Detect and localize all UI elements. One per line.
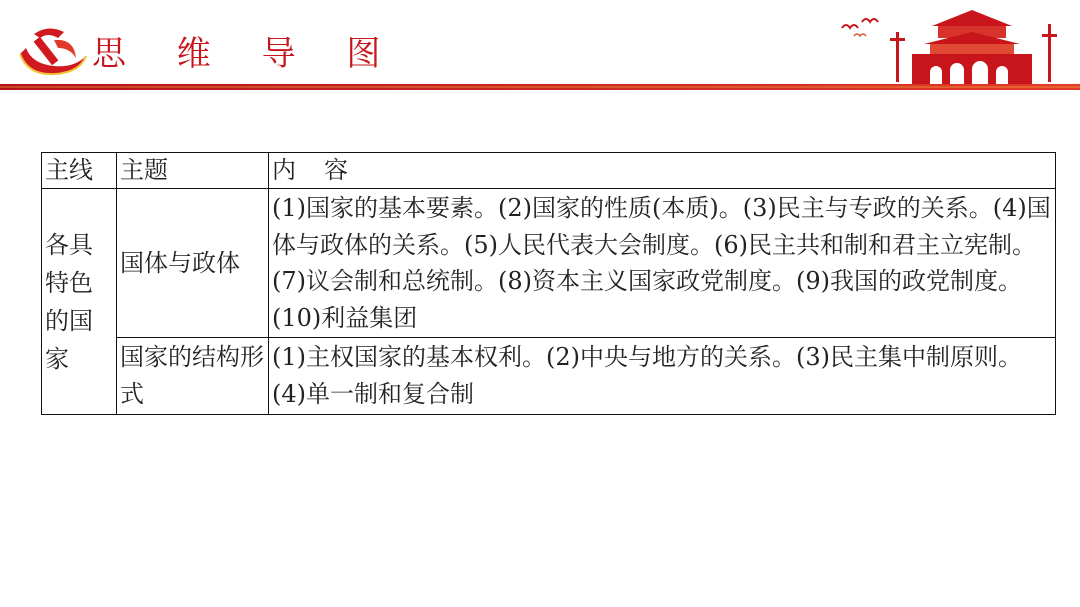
hammer-sickle-icon (14, 20, 92, 78)
tiananmen-gate-icon (872, 4, 1072, 90)
table-row (42, 338, 1056, 415)
main-line-cell: 各具特色的国家 (42, 189, 117, 415)
page-title: 思 维 导 图 (92, 34, 401, 74)
mind-map-table (41, 152, 1056, 415)
table-row (42, 189, 1056, 338)
table-header-row (42, 153, 1056, 189)
content-cell: (1)主权国家的基本权利。(2)中央与地方的关系。(3)民主集中制原则。(4)单一制和复合制 (269, 338, 1056, 415)
topic-cell: 国体与政体 (117, 189, 269, 338)
slide-header (0, 0, 1080, 92)
header-divider (0, 84, 1080, 90)
header-topic: 主题 (117, 153, 269, 189)
header-content: 内 容 (269, 153, 1056, 189)
content-cell: (1)国家的基本要素。(2)国家的性质(本质)。(3)民主与专政的关系。(4)国体与政体的关系。(5)人民代表大会制度。(6)民主共和制和君主立宪制。(7)议会制和总统制。(8)资本主义国家政党制度。(9)我国的政党制度。(10)利益集团 (269, 189, 1056, 338)
topic-cell: 国家的结构形式 (117, 338, 269, 415)
header-main-line: 主线 (42, 153, 117, 189)
